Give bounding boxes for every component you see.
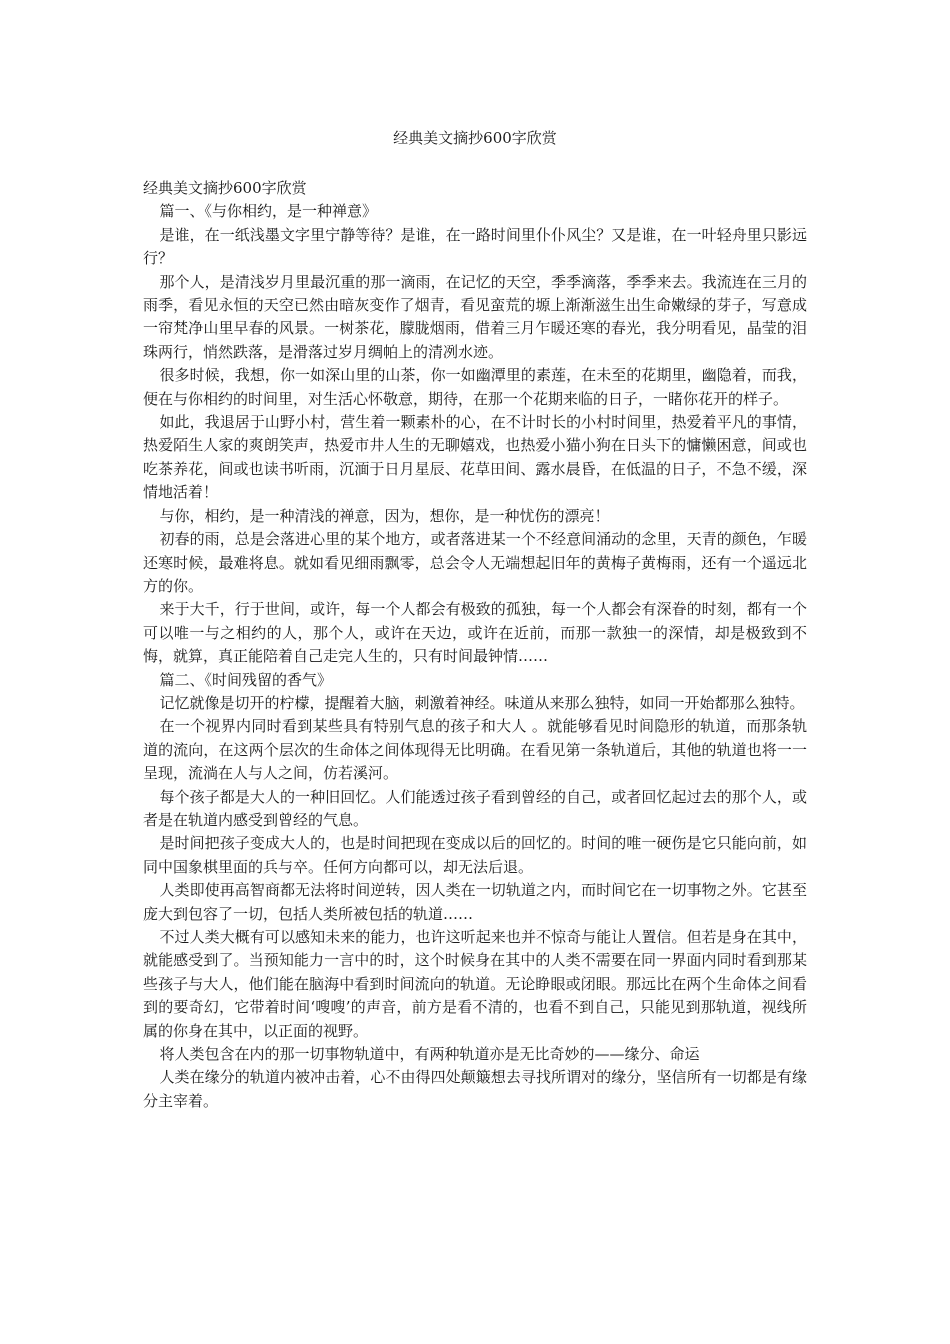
paragraph: 是谁，在一纸浅墨文字里宁静等待？是谁，在一路时间里仆仆风尘？又是谁，在一叶轻舟里只影远行？ <box>143 225 807 268</box>
document-subtitle: 经典美文摘抄600字欣赏 <box>143 179 307 197</box>
paragraph: 将人类包含在内的那一切事物轨道中，有两种轨道亦是无比奇妙的——缘分、命运 <box>159 1045 700 1064</box>
paragraph: 与你，相约，是一种清浅的禅意，因为，想你，是一种忧伤的漂亮！ <box>159 506 610 525</box>
paragraph: 每个孩子都是大人的一种旧回忆。人们能透过孩子看到曾经的自己，或者回忆起过去的那个人，或者是在轨道内感受到曾经的气息。 <box>143 787 807 829</box>
paragraph: 记忆就像是切开的柠檬，提醒着大脑，刺激着神经。味道从来那么独特，如同一开始都那么独特。 <box>159 693 805 712</box>
paragraph: 很多时候，我想，你一如深山里的山茶，你一如幽潭里的素莲，在未至的花期里，幽隐着，而我，便在与你相约的时间里，对生活心怀敬意，期待，在那一个花期来临的日子，一睹你花开的样子。 <box>143 366 807 408</box>
paragraph: 不过人类大概有可以感知未来的能力，也许这听起来也并不惊奇与能让人置信。但若是身在其中，就能感受到了。当预知能力一言中的时，这个时候身在其中的人类不需要在同一界面内同时看到那某些孩子与大人，他们能在脑海中看到时间流向的轨道。无论睁眼或闭眼。那远比在两个生命体之间看到的要奇幻，它带着时间‘嗖嗖’的声音，前方是看不清的，也看不到自己，只能见到那轨道，视线所属的你身在其中，以正面的视野。 <box>143 928 807 1040</box>
paragraph: 在一个视界内同时看到某些具有特别气息的孩子和大人 。就能够看见时间隐形的轨道，而那条轨道的流向，在这两个层次的生命体之间体现得无比明确。在看见第一条轨道后，其他的轨道也将一一呈现，流淌在人与人之间，仿若溪河。 <box>143 717 807 783</box>
paragraph: 是时间把孩子变成大人的，也是时间把现在变成以后的回忆的。时间的唯一硬伤是它只能向前，如同中国象棋里面的兵与卒。任何方向都可以，却无法后退。 <box>143 834 807 876</box>
paragraph: 那个人，是清浅岁月里最沉重的那一滴雨，在记忆的天空，季季滴落，季季来去。我流连在三月的雨季，看见永恒的天空已然由暗灰变作了烟青，看见蛮荒的塬上渐渐滋生出生命嫩绿的芽子，写意成一帘梵净山里早春的风景。一树茶花，朦胧烟雨，借着三月乍暖还寒的春光，我分明看见，晶莹的泪珠两行，悄然跌落，是滑落过岁月绸帕上的清冽水迹。 <box>143 272 807 361</box>
paragraph: 人类即使再高智商都无法将时间逆转，因人类在一切轨道之内，而时间它在一切事物之外。它甚至庞大到包容了一切，包括人类所被包括的轨道…… <box>143 881 807 923</box>
section-heading: 篇一、《与你相约，是一种禅意》 <box>159 202 378 221</box>
paragraph: 来于大千，行于世间，或许，每一个人都会有极致的孤独，每一个人都会有深眷的时刻，都有一个可以唯一与之相约的人，那个人，或许在天边，或许在近前，而那一款独一的深情，却是极致到不悔，就算，真正能陪着自己走完人生的，只有时间最钟情…… <box>143 600 807 666</box>
paragraph: 人类在缘分的轨道内被冲击着，心不由得四处颠簸想去寻找所谓对的缘分，坚信所有一切都是有缘分主宰着。 <box>143 1068 807 1110</box>
paragraph: 初春的雨，总是会落进心里的某个地方，或者落进某一个不经意间涌动的念里，天青的颜色，乍暖还寒时候，最难将息。就如看见细雨飘零，总会令人无端想起旧年的黄梅子黄梅雨，还有一个遥远北方的你。 <box>143 530 807 595</box>
section-heading: 篇二、《时间残留的香气》 <box>159 670 333 689</box>
document-body <box>143 177 807 1113</box>
paragraph: 如此，我退居于山野小村，营生着一颗素朴的心，在不计时长的小村时间里，热爱着平凡的事情，热爱陌生人家的爽朗笑声，热爱市井人生的无聊嬉戏，也热爱小猫小狗在日头下的慵懒困意，间或也吃茶养花，间或也读书听雨，沉湎于日月星辰、花草田间、露水晨昏，在低温的日子，不急不缓，深情地活着！ <box>143 413 807 502</box>
page-title: 经典美文摘抄600字欣赏 <box>393 129 557 147</box>
